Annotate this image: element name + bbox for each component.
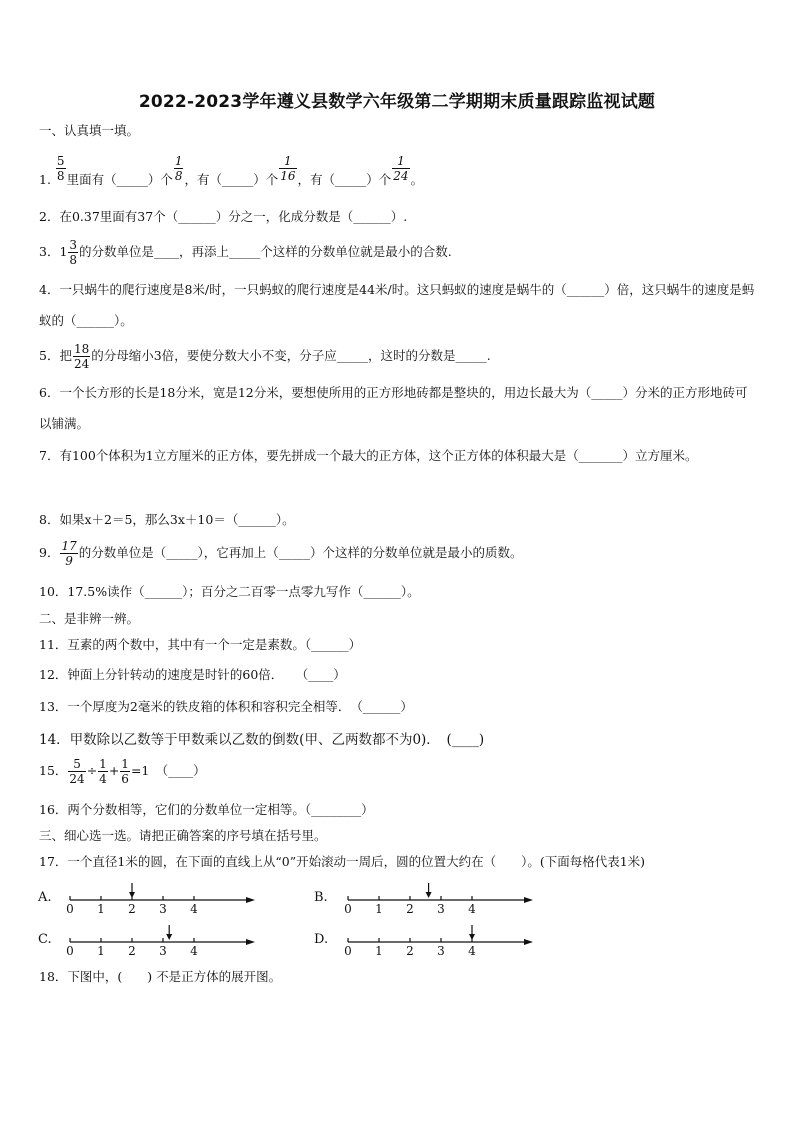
tick-label: 3 xyxy=(159,944,167,958)
question-6: 6．一个长方形的长是18分米，宽是12分米，要想使所用的正方形地砖都是整块的，用边长最大为（_____）分米的正方形地砖可以铺满。 xyxy=(39,385,748,431)
tick-label: 1 xyxy=(375,902,383,916)
number-line-c xyxy=(60,922,260,956)
question-10: 10．17.5%读作（______）；百分之二百零一点零九写作（______）。 xyxy=(39,584,420,599)
question-18: 18．下图中，( ) 不是正方体的展开图。 xyxy=(39,969,282,984)
position-arrow-head xyxy=(166,934,172,940)
tick-label: 4 xyxy=(468,902,476,916)
question-text: 。 xyxy=(410,172,424,187)
question-17: 17．一个直径1米的圆，在下面的直线上从“0”开始滚动一周后，圆的位置大约在（ ）。(下面每格代表1米) xyxy=(39,854,646,869)
page-title: 2022-2023学年遵义县数学六年级第二学期期末质量跟踪监视试题 xyxy=(138,92,656,112)
position-arrow-head xyxy=(426,892,432,898)
tick-label: 1 xyxy=(97,902,105,916)
axis-arrowhead xyxy=(524,897,533,903)
question-8: 8．如果x＋2＝5，那么3x＋10＝（______）。 xyxy=(39,512,295,527)
fraction: $\frac{3}{8}$ xyxy=(69,238,78,267)
question-3: 3．1 $\frac{3}{8}$ 的分数单位是____，再添上_____个这样的分数单位就是最小的合数. xyxy=(39,238,452,267)
question-text: ，有（_____）个 xyxy=(184,172,279,187)
question-9: 9． $\frac{17}{9}$ 的分数单位是（_____），它再加上（_____）个这样的分数单位就是最小的质数。 xyxy=(39,539,523,568)
tick-label: 2 xyxy=(128,902,136,916)
position-arrow-head xyxy=(129,892,135,898)
fraction: $\frac{1}{16}$ xyxy=(280,154,296,183)
question-15: 15． $\frac{5}{24}$ ÷ $\frac{1}{4}$ + $\frac{1}{6}$ =1 （____） xyxy=(39,757,206,786)
tick-label: 0 xyxy=(66,902,74,916)
position-arrow-head xyxy=(469,934,475,940)
question-14: 14．甲数除以乙数等于甲数乘以乙数的倒数(甲、乙两数都不为0)． (____) xyxy=(39,732,485,748)
question-11: 11．互素的两个数中，其中有一个一定是素数。（______） xyxy=(39,637,362,652)
tick-label: 2 xyxy=(406,944,414,958)
fraction: $\frac{1}{8}$ xyxy=(174,154,183,183)
fraction: $\frac{17}{9}$ xyxy=(61,539,77,568)
question-4: 4．一只蜗牛的爬行速度是8米/时，一只蚂蚁的爬行速度是44米/时。这只蚂蚁的速度是蜗牛的（______）倍，这只蜗牛的速度是蚂蚁的（______）。 xyxy=(39,282,755,328)
option-d-label: D. xyxy=(314,932,329,947)
number-line-d xyxy=(338,922,538,956)
tick-label: 1 xyxy=(375,944,383,958)
tick-label: 4 xyxy=(190,902,198,916)
section-heading-3: 三、细心选一选。请把正确答案的序号填在括号里。 xyxy=(39,828,327,843)
axis-arrowhead xyxy=(246,897,255,903)
question-text: 里面有（_____）个 xyxy=(66,172,173,187)
question-12: 12．钟面上分针转动的速度是时针的60倍． （____） xyxy=(39,667,346,682)
question-1 xyxy=(39,154,424,195)
axis-arrowhead xyxy=(246,939,255,945)
fraction: $\frac{5}{8}$ xyxy=(56,154,65,183)
axis-arrowhead xyxy=(524,939,533,945)
tick-label: 2 xyxy=(406,902,414,916)
section-heading-2: 二、是非辨一辨。 xyxy=(39,611,140,626)
tick-label: 0 xyxy=(344,902,352,916)
fraction: $\frac{1}{4}$ xyxy=(99,757,107,786)
tick-label: 3 xyxy=(437,902,445,916)
fraction: $\frac{5}{24}$ xyxy=(69,757,85,786)
fraction: $\frac{1}{6}$ xyxy=(121,757,129,786)
tick-label: 2 xyxy=(128,944,136,958)
question-13: 13．一个厚度为2毫米的铁皮箱的体积和容积完全相等． （______） xyxy=(39,699,413,714)
question-number: 1. xyxy=(39,172,51,187)
tick-label: 3 xyxy=(159,902,167,916)
tick-label: 4 xyxy=(468,944,476,958)
tick-label: 1 xyxy=(97,944,105,958)
number-line-b xyxy=(338,880,538,914)
tick-label: 3 xyxy=(437,944,445,958)
question-5: 5．把 $\frac{18}{24}$ 的分母缩小3倍，要使分数大小不变，分子应_____，这时的分数是_____. xyxy=(39,342,491,371)
fraction: $\frac{18}{24}$ xyxy=(73,342,90,371)
question-2: 2．在0.37里面有37个（______）分之一，化成分数是（______）. xyxy=(39,209,408,224)
fraction: $\frac{1}{24}$ xyxy=(393,154,409,183)
section-heading-1: 一、认真填一填。 xyxy=(39,123,140,138)
tick-label: 0 xyxy=(66,944,74,958)
tick-label: 4 xyxy=(190,944,198,958)
question-text: ，有（_____）个 xyxy=(297,172,392,187)
number-line-a xyxy=(60,880,260,914)
tick-label: 0 xyxy=(344,944,352,958)
question-16: 16．两个分数相等，它们的分数单位一定相等。（________） xyxy=(39,802,374,817)
option-c-label: C. xyxy=(38,932,52,947)
option-a-label: A. xyxy=(38,890,52,905)
option-b-label: B. xyxy=(314,890,328,905)
question-7: 7．有100个体积为1立方厘米的正方体，要先拼成一个最大的正方体，这个正方体的体积最大是（_______）立方厘米。 xyxy=(39,448,698,463)
